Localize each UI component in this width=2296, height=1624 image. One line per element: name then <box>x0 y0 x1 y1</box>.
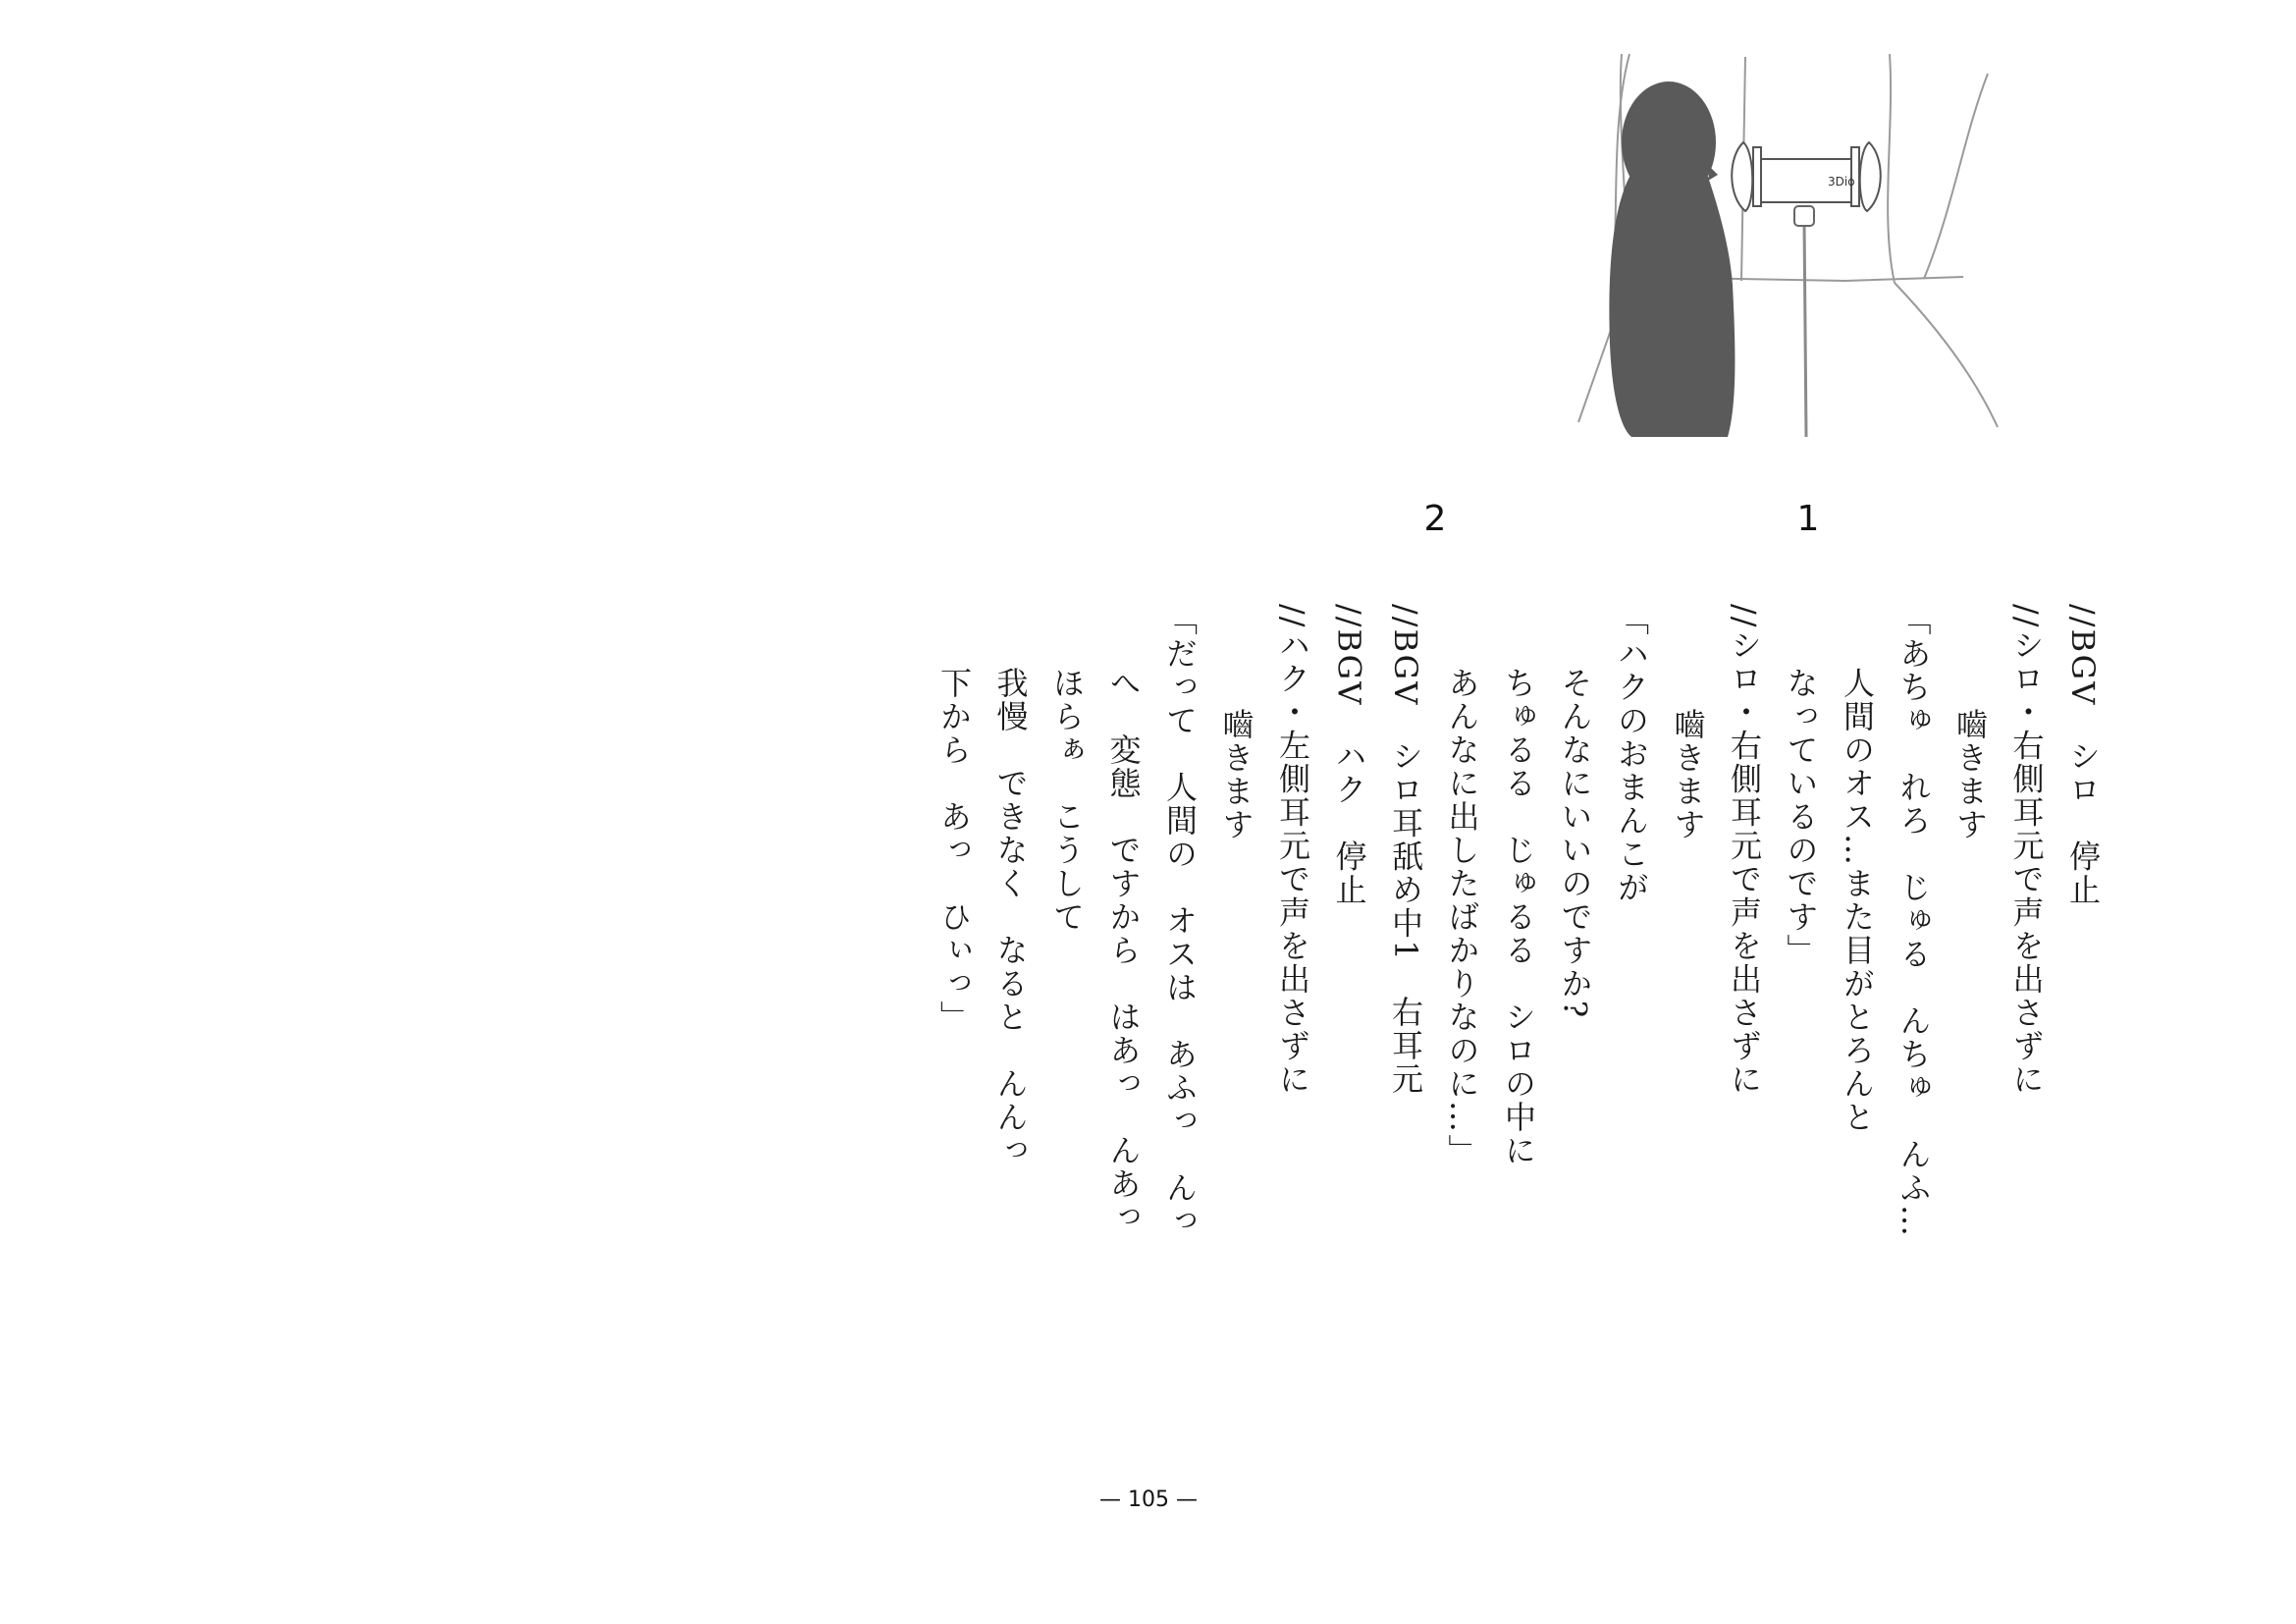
script-line: 人間のオス…また目がとろんと <box>1839 667 1876 1134</box>
script-line: へ 変態 ですから はあっ んあっ <box>1104 667 1143 1234</box>
script-line: //BGV シロ耳舐め中1 右耳元 <box>1387 604 1424 1096</box>
script-line: //BGV ハク 停止 <box>1330 604 1368 907</box>
script-line: //ハク・左側耳元で声を出さずに <box>1274 604 1311 1097</box>
mic-stand <box>1804 221 1806 437</box>
script-line: 下から あっ ひぃっ」 <box>935 667 973 1034</box>
mic-mount <box>1794 206 1814 226</box>
script-line: 嚙きます <box>1669 708 1707 841</box>
script-line: なっているのです」 <box>1782 667 1820 967</box>
script-line: 嚙きます <box>1951 708 1989 841</box>
listener-silhouette <box>1609 81 1735 437</box>
script-line: ちゅるる じゅるる シロの中に <box>1500 667 1537 1167</box>
binaural-mic <box>1732 142 1881 211</box>
cut-number-2: 2 <box>1423 499 1447 539</box>
vertical-script-body <box>628 604 2110 1370</box>
script-line: ほらぁ こうして <box>1048 667 1086 934</box>
script-line: //BGV シロ 停止 <box>2064 604 2102 907</box>
script-line: 「あちゅ れろ じゅる んちゅ んふ… <box>1895 604 1933 1238</box>
script-line: 「ハクのおまんこが <box>1613 604 1650 904</box>
script-line: //シロ・右側耳元で声を出さずに <box>1726 604 1763 1097</box>
recording-scene-drawing <box>1571 49 2042 461</box>
script-line: あんなに出したばかりなのに…」 <box>1443 667 1481 1167</box>
cut-number-1: 1 <box>1796 499 1820 539</box>
script-line: 嚙きます <box>1217 708 1255 841</box>
script-line: //シロ・右側耳元で声を出さずに <box>2007 604 2046 1097</box>
binaural-recording-illustration <box>1571 49 2042 461</box>
script-line: 我慢 できなく なると んんっ <box>991 667 1030 1167</box>
mic-brand-label: 3Dio <box>1828 175 1855 189</box>
script-line: そんなにいいのですか? <box>1556 667 1594 1020</box>
page-number: — 105 — <box>1099 1488 1198 1512</box>
script-line: 「だって 人間の オスは あふっ んっ <box>1161 604 1199 1238</box>
